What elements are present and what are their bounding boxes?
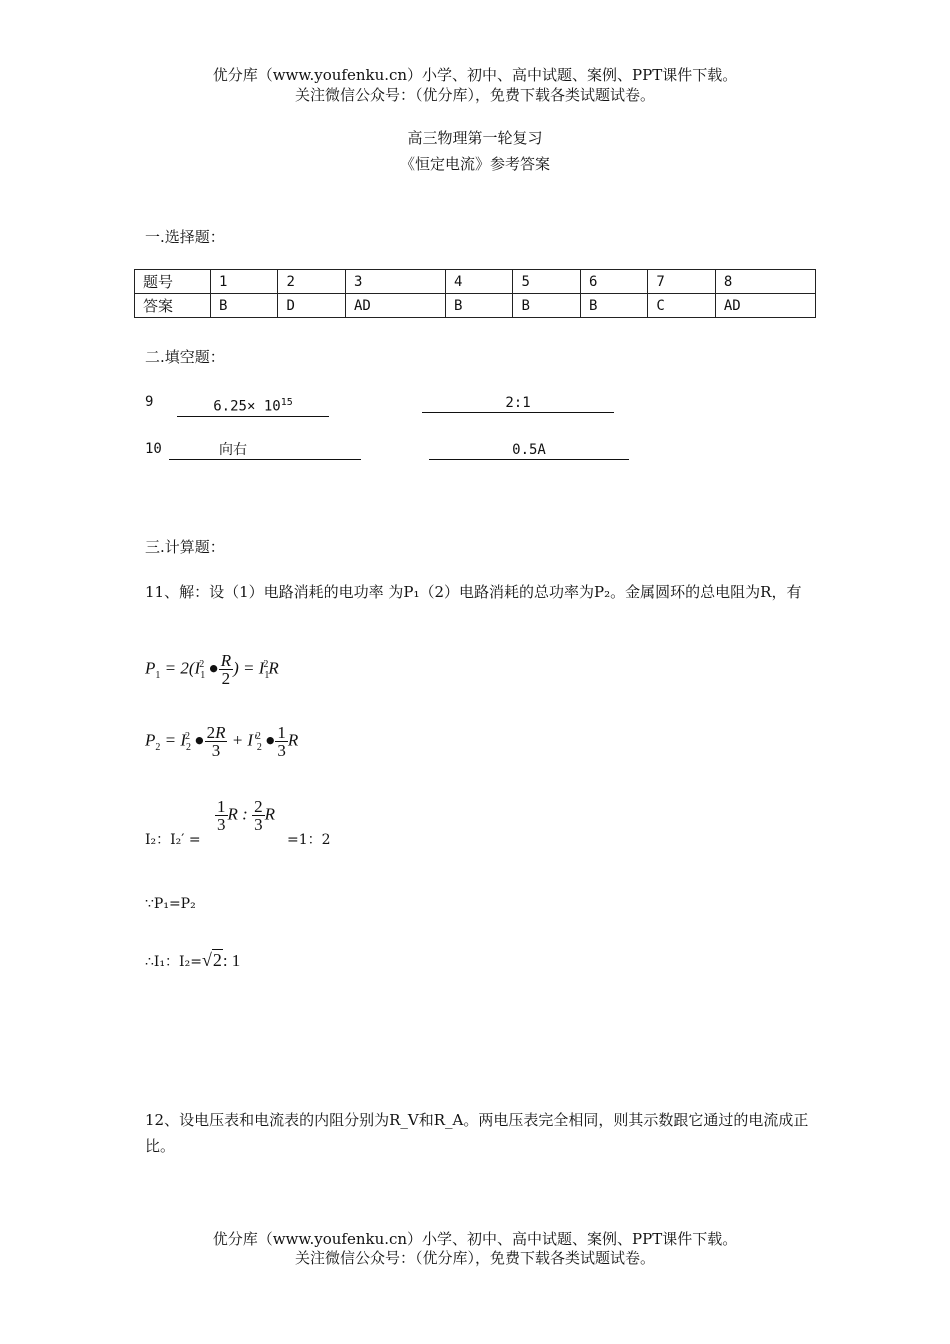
q11-because: ∵P₁=P₂ bbox=[145, 896, 196, 912]
table-cell: 7 bbox=[648, 270, 715, 294]
table-cell: 8 bbox=[715, 270, 815, 294]
q12-text: 12、设电压表和电流表的内阻分别为R_V和R_A。两电压表完全相同，则其示数跟它通过的电流成正比。 bbox=[145, 1111, 809, 1155]
table-cell: B bbox=[513, 294, 580, 318]
table-cell: 3 bbox=[345, 270, 445, 294]
q9-number: 9 bbox=[145, 394, 154, 410]
q11-therefore-prefix: ∴I₁：I₂= bbox=[145, 954, 202, 970]
q9-blank-2: 2:1 bbox=[422, 394, 614, 413]
sqrt-symbol: √2 bbox=[201, 950, 222, 970]
table-row bbox=[135, 270, 816, 294]
table-cell: 1 bbox=[211, 270, 278, 294]
q11-ratio-prefix: I₂：I₂′ = bbox=[145, 832, 201, 848]
sqrt-value: 2 bbox=[212, 950, 222, 970]
section-2-heading: 二.填空题： bbox=[145, 348, 225, 366]
q10-blank-2: 0.5A bbox=[429, 441, 629, 460]
table-cell: AD bbox=[345, 294, 445, 318]
table-cell: 2 bbox=[278, 270, 345, 294]
header-line-2: 关注微信公众号：（优分库），免费下载各类试题试卷。 bbox=[294, 86, 655, 104]
footer-line-2: 关注微信公众号：（优分库），免费下载各类试题试卷。 bbox=[294, 1249, 655, 1267]
q11-therefore bbox=[145, 950, 240, 971]
page-title: 高三物理第一轮复习 bbox=[407, 129, 543, 147]
table-cell: C bbox=[648, 294, 715, 318]
equation-p1: $P_1 = 2(I_1^2$ ● $\frac{R}{2}$ ) = $I_1^2R$ bbox=[145, 651, 279, 688]
q9-blank-1 bbox=[177, 394, 329, 417]
q11-intro: 11、解：设（1）电路消耗的电功率 为P₁（2）电路消耗的总功率为P₂。金属圆环的总电阻为R，有 bbox=[145, 583, 802, 601]
footer-line-1: 优分库（www.youfenku.cn）小学、初中、高中试题、案例、PPT课件下载。 bbox=[212, 1230, 738, 1248]
equation-ratio: $\frac{1}{3}$ R : $\frac{2}{3}$ R bbox=[217, 797, 275, 834]
table-cell: D bbox=[278, 294, 345, 318]
answer-table bbox=[134, 269, 816, 318]
table-cell: 5 bbox=[513, 270, 580, 294]
table-cell: B bbox=[211, 294, 278, 318]
table-cell: 6 bbox=[580, 270, 647, 294]
table-cell: B bbox=[446, 294, 513, 318]
section-3-heading: 三.计算题： bbox=[145, 538, 225, 556]
page-subtitle: 《恒定电流》参考答案 bbox=[399, 155, 550, 173]
table-cell: 答案 bbox=[135, 294, 211, 318]
equation-p2: $P_2 = I_2^2$ ● $\frac{2R}{3}$ + $I'_2^2$ ● $\frac{1}{3}$ R bbox=[145, 723, 299, 760]
q10-blank-1 bbox=[169, 441, 361, 460]
q10-blank-1-value: 向右 bbox=[219, 442, 247, 458]
q11-therefore-tail: : 1 bbox=[222, 951, 241, 970]
q9-blank-1-exponent: 15 bbox=[280, 397, 293, 408]
table-row bbox=[135, 294, 816, 318]
table-cell: AD bbox=[715, 294, 815, 318]
table-cell: 题号 bbox=[135, 270, 211, 294]
section-1-heading: 一.选择题： bbox=[145, 228, 225, 246]
table-cell: B bbox=[580, 294, 647, 318]
q10-number: 10 bbox=[145, 441, 162, 457]
header-line-1: 优分库（www.youfenku.cn）小学、初中、高中试题、案例、PPT课件下载。 bbox=[212, 66, 738, 84]
q11-ratio-suffix: =1：2 bbox=[287, 832, 331, 848]
table-cell: 4 bbox=[446, 270, 513, 294]
q9-blank-1-value: 6.25× 10 bbox=[213, 398, 281, 415]
